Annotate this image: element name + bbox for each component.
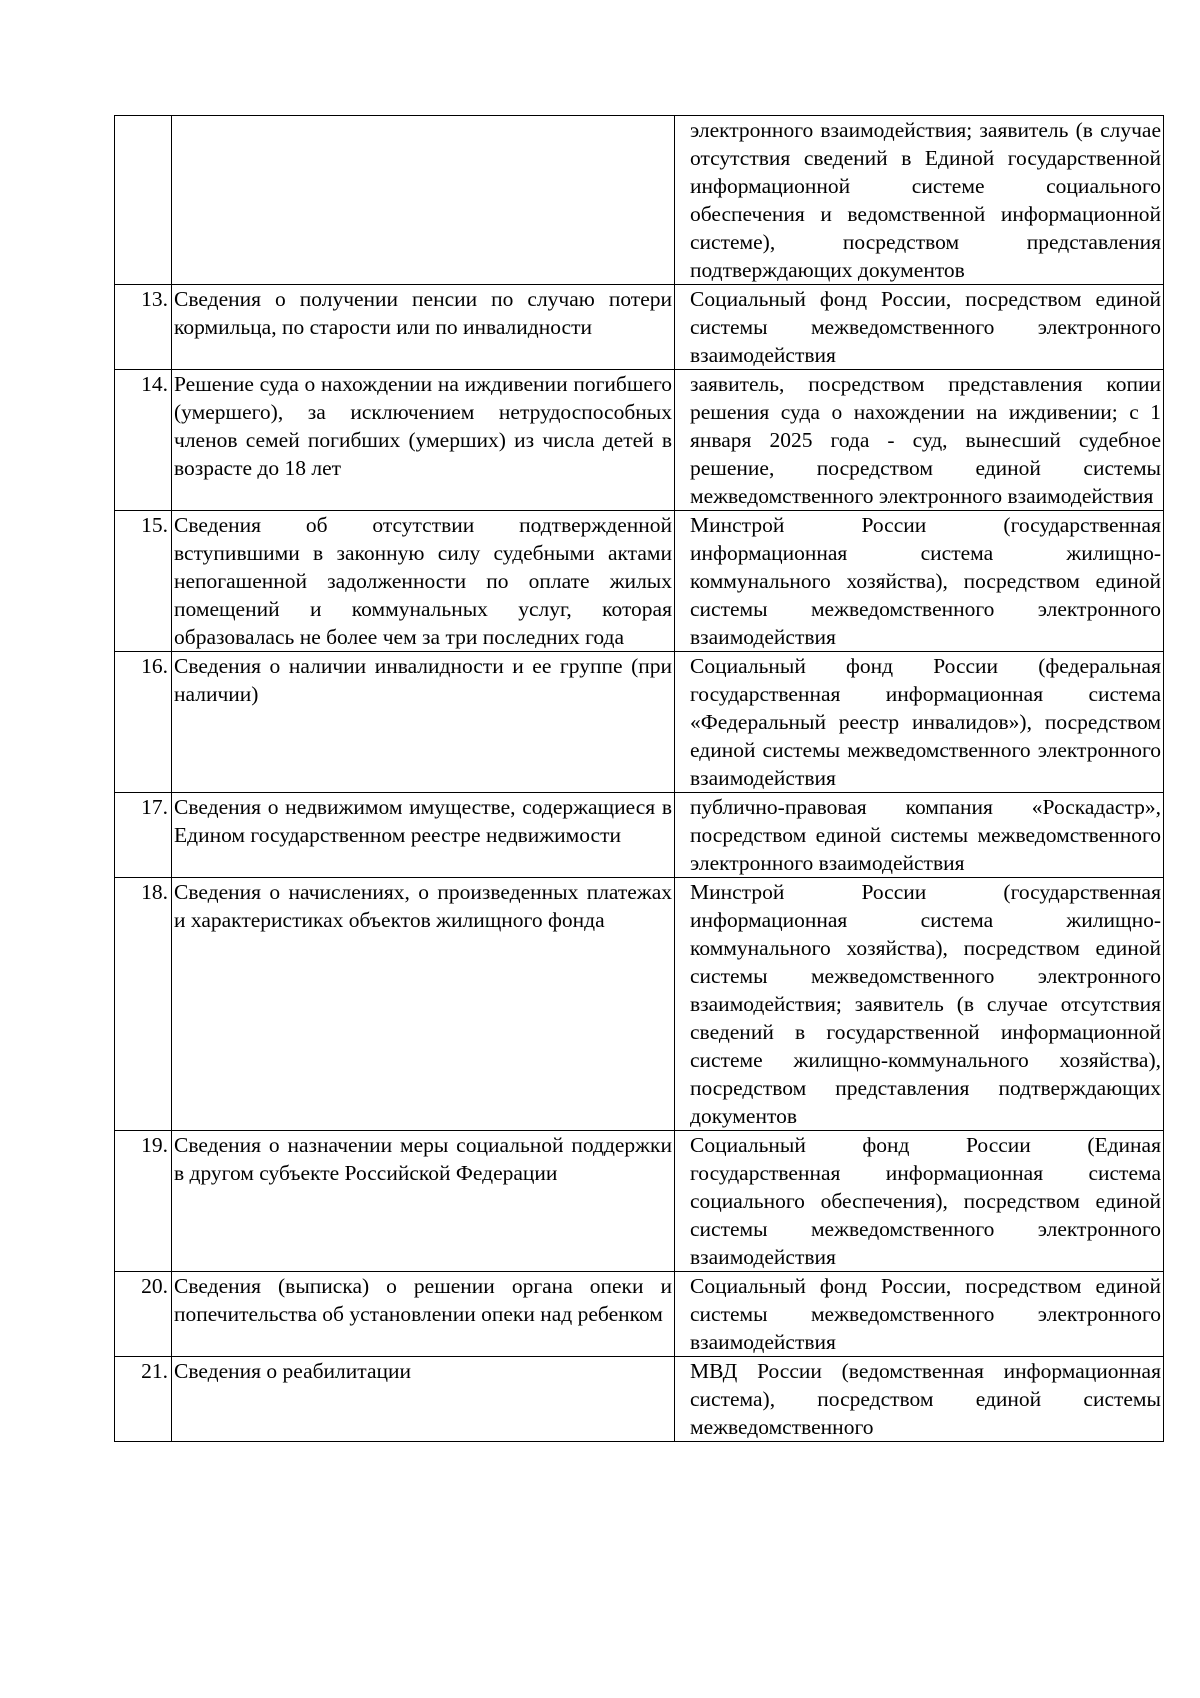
info-cell: Сведения об отсутствии подтвержденной вступившими в законную силу судебными актами непогашенной задолженности по оплате жилых помещений и коммунальных услуг, которая образовалась не более чем за три последних года [172, 511, 675, 652]
row-number: 21. [115, 1357, 172, 1442]
table-row [115, 511, 1164, 652]
source-cell: Социальный фонд России (федеральная государственная информационная система «Федеральный реестр инвалидов»), посредством единой системы межведомственного электронного взаимодействия [675, 652, 1164, 793]
info-cell: Сведения о назначении меры социальной поддержки в другом субъекте Российской Федерации [172, 1131, 675, 1272]
table-row [115, 878, 1164, 1131]
row-number: 18. [115, 878, 172, 1131]
row-number: 17. [115, 793, 172, 878]
info-cell: Решение суда о нахождении на иждивении погибшего (умершего), за исключением нетрудоспособных членов семей погибших (умерших) из числа детей в возрасте до 18 лет [172, 370, 675, 511]
table-row [115, 1272, 1164, 1357]
row-number: 13. [115, 285, 172, 370]
source-cell: Социальный фонд России, посредством единой системы межведомственного электронного взаимодействия [675, 285, 1164, 370]
info-cell: Сведения о получении пенсии по случаю потери кормильца, по старости или по инвалидности [172, 285, 675, 370]
info-cell: Сведения о реабилитации [172, 1357, 675, 1442]
row-number: 16. [115, 652, 172, 793]
table-row [115, 793, 1164, 878]
row-number [115, 116, 172, 285]
table-row [115, 652, 1164, 793]
info-cell [172, 116, 675, 285]
source-cell: Минстрой России (государственная информационная система жилищно-коммунального хозяйства), посредством единой системы межведомственного электронного взаимодействия [675, 511, 1164, 652]
table-row [115, 370, 1164, 511]
row-number: 14. [115, 370, 172, 511]
table-row [115, 116, 1164, 285]
source-cell: МВД России (ведомственная информационная система), посредством единой системы межведомственного [675, 1357, 1164, 1442]
source-cell: Социальный фонд России (Единая государственная информационная система социального обеспечения), посредством единой системы межведомственного электронного взаимодействия [675, 1131, 1164, 1272]
source-cell: электронного взаимодействия; заявитель (в случае отсутствия сведений в Единой государственной информационной системе социального обеспечения и ведомственной информационной системе), посредством представления подтверждающих документов [675, 116, 1164, 285]
table-row [115, 285, 1164, 370]
source-cell: Социальный фонд России, посредством единой системы межведомственного электронного взаимодействия [675, 1272, 1164, 1357]
row-number: 15. [115, 511, 172, 652]
info-cell: Сведения о наличии инвалидности и ее группе (при наличии) [172, 652, 675, 793]
source-cell: заявитель, посредством представления копии решения суда о нахождении на иждивении; с 1 января 2025 года - суд, вынесший судебное решение, посредством единой системы межведомственного электронного взаимодействия [675, 370, 1164, 511]
info-cell: Сведения о начислениях, о произведенных платежах и характеристиках объектов жилищного фонда [172, 878, 675, 1131]
info-cell: Сведения (выписка) о решении органа опеки и попечительства об установлении опеки над ребенком [172, 1272, 675, 1357]
documents-table [114, 115, 1164, 1442]
row-number: 19. [115, 1131, 172, 1272]
table-row [115, 1131, 1164, 1272]
source-cell: Минстрой России (государственная информационная система жилищно-коммунального хозяйства), посредством единой системы межведомственного электронного взаимодействия; заявитель (в случае отсутствия сведений в государственной информационной системе жилищно-коммунального хозяйства), посредством представления подтверждающих документов [675, 878, 1164, 1131]
row-number: 20. [115, 1272, 172, 1357]
table-row [115, 1357, 1164, 1442]
info-cell: Сведения о недвижимом имуществе, содержащиеся в Едином государственном реестре недвижимости [172, 793, 675, 878]
source-cell: публично-правовая компания «Роскадастр», посредством единой системы межведомственного электронного взаимодействия [675, 793, 1164, 878]
